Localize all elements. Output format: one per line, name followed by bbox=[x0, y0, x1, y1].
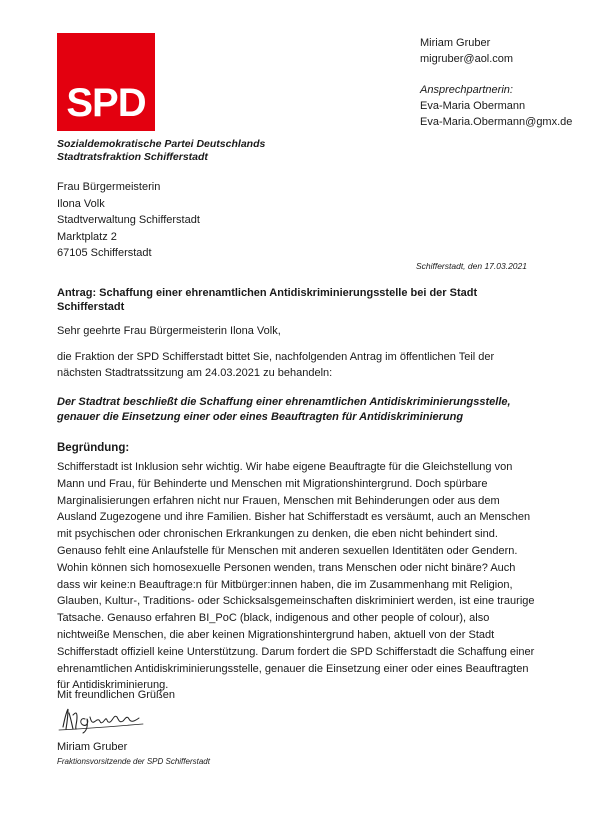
signer-name: Miriam Gruber bbox=[57, 741, 128, 753]
contact-name: Eva-Maria Obermann bbox=[420, 100, 526, 112]
subject-line: Antrag: Schaffung einer ehrenamtlichen Antidiskriminierungsstelle bei der Stadt Schifferstadt bbox=[57, 287, 478, 313]
recipient-line-5: 67105 Schifferstadt bbox=[57, 247, 152, 259]
contact-label: Ansprechpartnerin: bbox=[420, 84, 513, 96]
salutation: Sehr geehrte Frau Bürgermeisterin Ilona Volk, bbox=[57, 325, 281, 337]
spd-logo bbox=[57, 33, 155, 131]
intro-paragraph: die Fraktion der SPD Schifferstadt bittet Sie, nachfolgenden Antrag im öffentlichen Teil der nächsten Stadtratssitzung am 24.03.2021 zu behandeln: bbox=[57, 351, 495, 379]
party-name bbox=[57, 138, 265, 164]
letter-date: Schifferstadt, den 17.03.2021 bbox=[415, 261, 527, 271]
recipient-line-2: Ilona Volk bbox=[57, 197, 105, 210]
recipient-address bbox=[57, 179, 200, 262]
sender-name: Miriam Gruber bbox=[420, 37, 491, 49]
sender-email: migruber@aol.com bbox=[420, 53, 514, 65]
sender-block bbox=[420, 35, 513, 67]
party-line-1: Sozialdemokratische Partei Deutschlands bbox=[57, 138, 266, 150]
party-line-2: Stadtratsfraktion Schifferstadt bbox=[57, 151, 208, 163]
recipient-line-1: Frau Bürgermeisterin bbox=[57, 181, 161, 193]
contact-block bbox=[420, 82, 572, 130]
closing-phrase: Mit freundlichen Grüßen bbox=[57, 689, 175, 701]
recipient-line-4: Marktplatz 2 bbox=[57, 230, 117, 243]
reason-body: Schifferstadt ist Inklusion sehr wichtig. Wir habe eigene Beauftragte für die Gleichstellung von Mann und Frau, für Behinderte und Menschen mit Migrationshintergrund. Doch spürbare Marginalisierungen erfahren nicht nur Frauen, Menschen mit Behinderungen oder aus dem Ausland Zugezogene und ihre Familien. Bisher hat Schifferstadt es versäumt, auch an Menschen mit psychischen oder chronischen Erkrankungen zu denken, die eben nicht behindert sind. Genauso fehlt eine Anlaufstelle für Menschen mit anderen sexuellen Identitäten oder Gendern. Wohin können sich homosexuelle Personen wenden, trans Menschen oder nicht binäre? Auch dass wir keine:n Beauftrage:n für Mitbürger:innen haben, die im Zusammenhang mit Religion, Glauben, Kultur-, Traditions- oder Schicksalsgemeinschaften diskriminiert werden, ist eine traurige Tatsache. Genauso erfahren BI_PoC (black, indigenous and other people of colour), also nichtweiße Menschen, die aber keinen Migrationshintergrund haben, aktuell von der Stadt Schifferstadt offiziell keine Unterstützung. Darum fordert die SPD Schifferstadt die Schaffung einer ehrenamtlichen Antidiskriminierungsstelle, genauer die Einsetzung einer oder eines Beauftragten für Antidiskriminierung. bbox=[57, 461, 535, 692]
motion-text: Der Stadtrat beschließt die Schaffung einer ehrenamtlichen Antidiskriminierungsstelle, genauer die Einsetzung einer oder eines Beauftragten für Antidiskriminierung bbox=[57, 396, 511, 423]
signer-role: Fraktionsvorsitzende der SPD Schifferstadt bbox=[57, 757, 210, 766]
contact-email: Eva-Maria.Obermann@gmx.de bbox=[420, 116, 573, 128]
recipient-line-3: Stadtverwaltung Schifferstadt bbox=[57, 214, 200, 226]
handwritten-signature bbox=[57, 703, 147, 735]
logo-text: SPD bbox=[66, 81, 146, 125]
reason-heading: Begründung: bbox=[57, 442, 130, 454]
